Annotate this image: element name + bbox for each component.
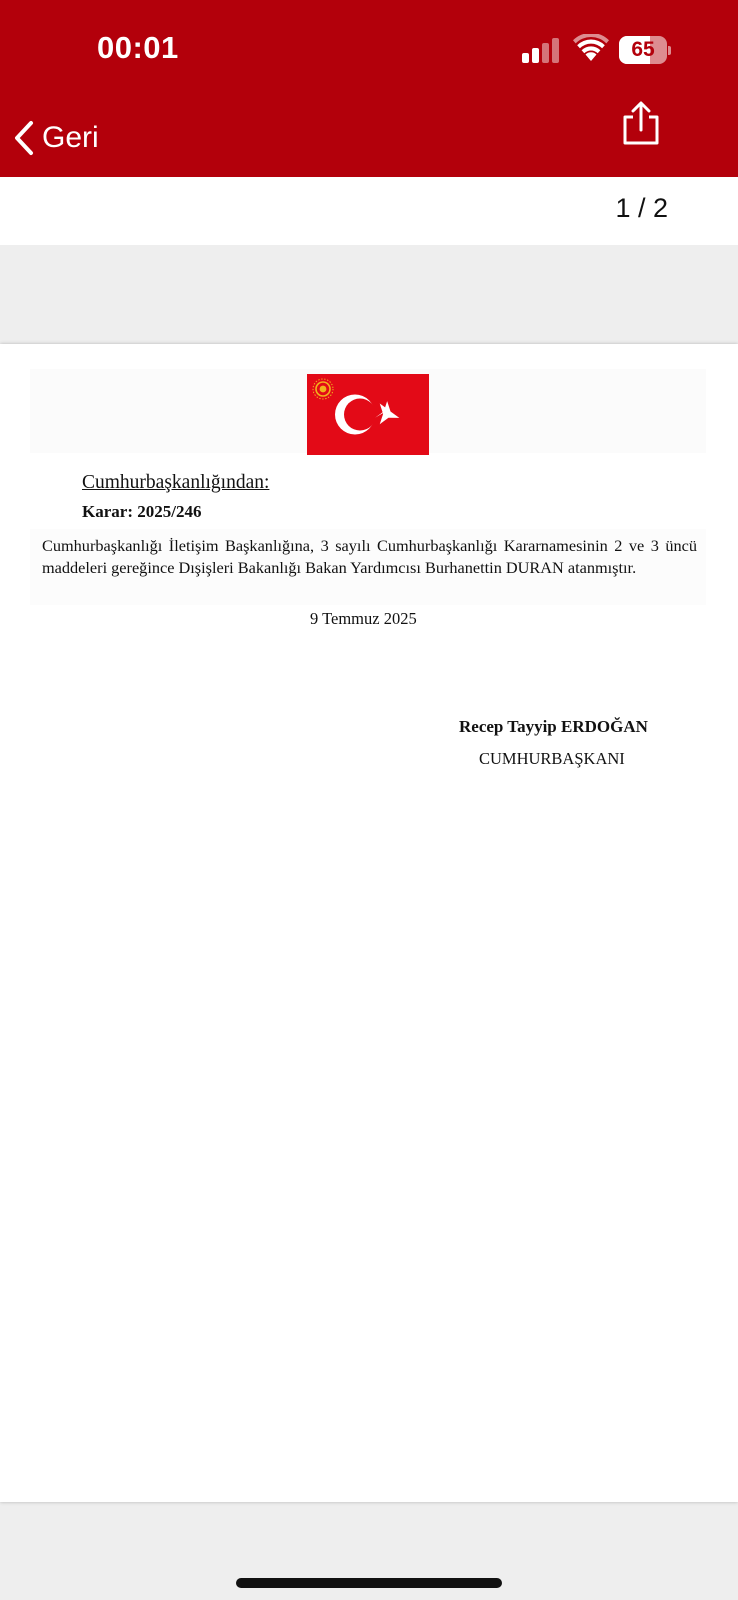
battery-percentage: 65 — [631, 38, 655, 61]
issuer-heading: Cumhurbaşkanlığından: — [82, 472, 270, 493]
wifi-icon — [573, 34, 609, 62]
decision-date: 9 Temmuz 2025 — [310, 609, 417, 628]
app-header — [0, 0, 738, 177]
document-page[interactable] — [0, 344, 738, 1502]
back-button[interactable] — [12, 118, 122, 158]
status-bar — [0, 0, 738, 100]
cellular-signal-icon — [522, 38, 562, 63]
home-indicator[interactable] — [236, 1578, 502, 1588]
battery-body — [619, 36, 667, 64]
turkish-flag-emblem — [307, 374, 429, 455]
signer-title: CUMHURBAŞKANI — [479, 749, 625, 768]
decision-body: Cumhurbaşkanlığı İletişim Başkanlığına, 3 sayılı Cumhurbaşkanlığı Kararnamesinin 2 ve 3 üncü maddeleri gereğince Dışişleri Bakanlığı Bakan Yardımcısı Burhanettin DURAN atanmıştır. — [42, 536, 697, 577]
status-time: 00:01 — [97, 30, 179, 65]
signal-bar — [532, 48, 539, 63]
chevron-left-icon — [12, 120, 36, 156]
signal-bar — [522, 53, 529, 63]
navigation-bar — [0, 100, 738, 177]
battery-icon — [619, 36, 671, 64]
signal-bar — [552, 38, 559, 63]
page-counter: 1 / 2 — [615, 193, 668, 223]
share-icon[interactable] — [620, 100, 662, 148]
signal-bar — [542, 43, 549, 63]
signer-name: Recep Tayyip ERDOĞAN — [459, 717, 648, 736]
battery-cap — [668, 46, 671, 55]
back-label: Geri — [42, 121, 99, 154]
decision-number: Karar: 2025/246 — [82, 502, 202, 521]
page-counter-bar — [0, 177, 738, 245]
